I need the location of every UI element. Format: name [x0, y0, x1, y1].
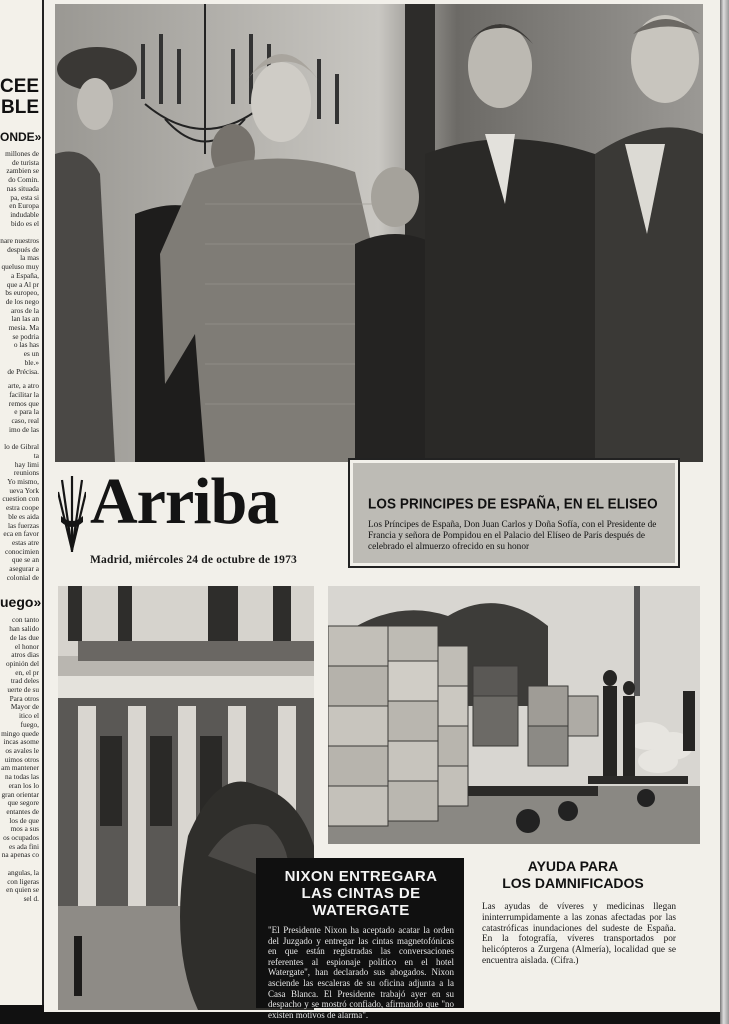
adjacent-subhead-b: uego» [0, 594, 42, 611]
adjacent-page-column [0, 0, 44, 1005]
adjacent-text-b: arte, a atro facilitar la remos que e para la caso, real imo de las lo de Gibral ta hay limi reunions Yo mismo, ueva York cuestion con estra coope ble es aida las fuerzas eca en favor estas atre conocimien que se an asegurar a colonial de [2, 381, 39, 582]
aid-supplies-photo [328, 586, 700, 844]
caption-title: LOS PRINCIPES DE ESPAÑA, EN EL ELISEO [368, 495, 658, 512]
masthead [58, 462, 342, 580]
page-edge [720, 0, 729, 1024]
adjacent-headline-a: CEE [0, 76, 40, 97]
adjacent-subhead-a: ONDE» [0, 130, 42, 144]
aid-body-text: Las ayudas de víveres y medicinas llegan ininterrumpidamente a las zonas afectadas por las catastróficas inundaciones del sudeste de España. En la fotografía, víveres transportados por helicópteros a Zurgena (Almería), localidad que se encuentra aislada. (Cifra.) [482, 902, 676, 966]
nixon-headline: NIXON ENTREGARA LAS CINTAS DE WATERGATE [284, 868, 438, 919]
adjacent-text-c: con tanto han salido de las due el honor atros dias opinión del en, el pr trad deles uerte de su Para otros Mayor de itico el fuego, mingo quede incas asome os avales le uimos otros am mantener na todas las eran los lo gran orientar que segore entantes de los de que mos a sus os ocupados es ada fini na apenas co angulas, la con ligeras en quien se sel d. [1, 615, 39, 903]
nixon-story-box [256, 858, 464, 1020]
aid-headline-line1: AYUDA PARA [527, 858, 619, 874]
nixon-body-text: "El Presidente Nixon ha aceptado acatar la orden del Juzgado y entregar las cintas magnetofónicas en que están registradas las conversaciones referentes al espionaje político en el hotel Watergate", han declarado sus abogados. Nixon asciende las escaleras de su oficina adjunta a la Casa Blanca. El Presidente trabajó ayer en su despacho y se mostró confiado, afirmando que "no existen motivos de alarma". [268, 925, 454, 1020]
aid-headline [470, 858, 676, 892]
photo-caption-box [348, 458, 680, 568]
princes-elysee-photo [55, 4, 703, 462]
yoke-arrows-emblem-icon [58, 474, 86, 554]
adjacent-text-a: millones de de turista zambien se do Comin. nas situada pa, esta si en Europa indudable bido es el nare nuestros después de la mas queluso muy a España, que a Al pr bs europeo, de los nego aros de la lan las an mesia. Ma se podria o las has es un ble.» de Précisa. [0, 149, 39, 376]
adjacent-headline-b: BLE [1, 97, 39, 118]
dateline: Madrid, miércoles 24 de octubre de 1973 [90, 554, 298, 566]
caption-body: Los Príncipes de España, Don Juan Carlos y Doña Sofía, con el Presidente de Francia y señora de Pompidou en el Palacio del Elíseo de París después de celebrado el almuerzo ofrecido en su honor [368, 520, 657, 552]
newspaper-logo: Arriba [90, 465, 279, 538]
aid-headline-line2: LOS DAMNIFICADOS [502, 875, 644, 891]
